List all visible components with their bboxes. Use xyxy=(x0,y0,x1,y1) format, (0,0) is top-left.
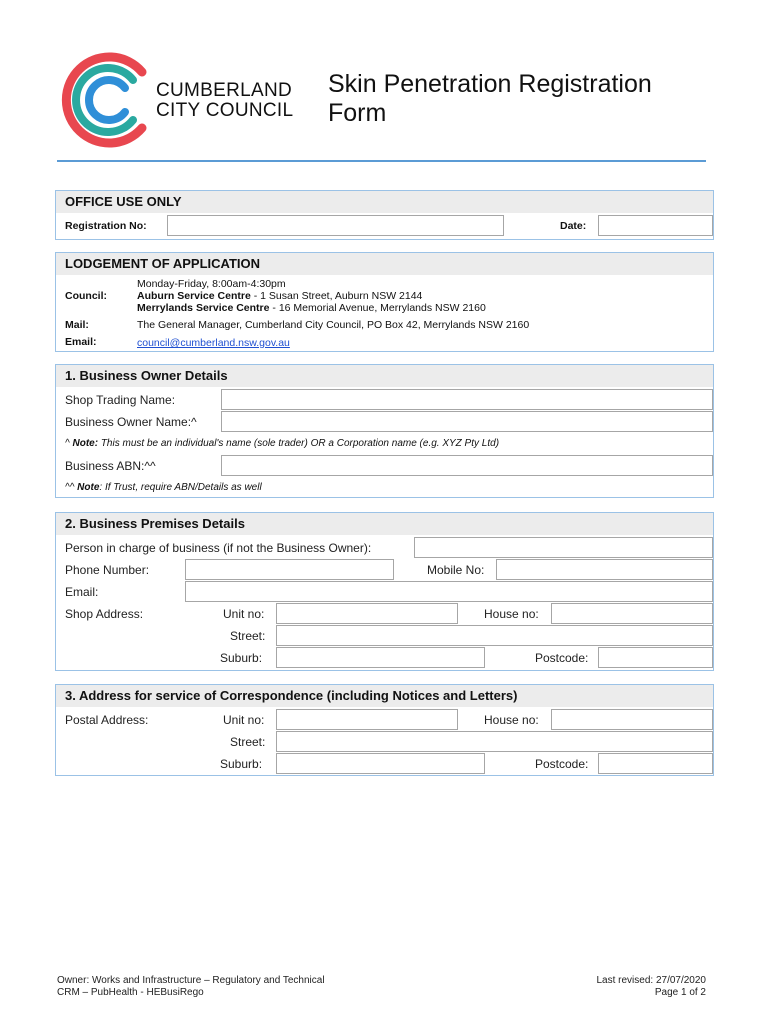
merrylands-centre xyxy=(137,302,486,314)
abn-note-bold: Note xyxy=(77,482,100,493)
unit-no-field[interactable] xyxy=(276,603,458,624)
postal-suburb-label: Suburb: xyxy=(220,757,263,771)
footer-crm: CRM – PubHealth - HEBusiRego xyxy=(57,987,204,998)
house-no-label: House no: xyxy=(484,607,539,621)
merrylands-centre-address: - 16 Memorial Avenue, Merrylands NSW 2160 xyxy=(269,302,486,314)
auburn-centre xyxy=(137,290,422,302)
postal-house-no-field[interactable] xyxy=(551,709,713,730)
office-use-title: OFFICE USE ONLY xyxy=(65,194,182,209)
person-in-charge-field[interactable] xyxy=(414,537,713,558)
postal-street-label: Street: xyxy=(230,735,266,749)
email-label: Email: xyxy=(65,336,97,348)
house-no-field[interactable] xyxy=(551,603,713,624)
abn-note-text: : If Trust, require ABN/Details as well xyxy=(99,482,262,493)
registration-no-label: Registration No: xyxy=(65,220,147,232)
phone-number-field[interactable] xyxy=(185,559,394,580)
postal-unit-no-label: Unit no: xyxy=(223,713,265,727)
title-line-2: Form xyxy=(328,99,387,127)
logo-wordmark xyxy=(156,81,293,121)
mobile-no-label: Mobile No: xyxy=(427,563,485,577)
mail-address: The General Manager, Cumberland City Council, PO Box 42, Merrylands NSW 2160 xyxy=(137,319,530,331)
postcode-label: Postcode: xyxy=(535,651,589,665)
business-owner-name-label: Business Owner Name:^ xyxy=(65,415,197,429)
office-hours: Monday-Friday, 8:00am-4:30pm xyxy=(137,278,286,290)
date-label: Date: xyxy=(560,220,587,232)
postcode-field[interactable] xyxy=(598,647,713,668)
abn-note xyxy=(65,482,262,493)
date-field[interactable] xyxy=(598,215,713,236)
footer-revised: Last revised: 27/07/2020 xyxy=(596,975,706,986)
council-email-link[interactable]: council@cumberland.nsw.gov.au xyxy=(137,337,290,349)
shop-trading-name-label: Shop Trading Name: xyxy=(65,393,176,407)
postal-address-label: Postal Address: xyxy=(65,713,149,727)
lodgement-title: LODGEMENT OF APPLICATION xyxy=(65,256,260,271)
office-use-header xyxy=(56,191,713,213)
street-field[interactable] xyxy=(276,625,713,646)
registration-no-field[interactable] xyxy=(167,215,504,236)
note-text: This must be an individual's name (sole trader) OR a Corporation name (e.g. XYZ Pty Ltd) xyxy=(98,438,500,449)
auburn-centre-name: Auburn Service Centre xyxy=(137,290,251,302)
footer-left xyxy=(57,975,325,999)
postal-house-no-label: House no: xyxy=(484,713,539,727)
note-marker: ^ xyxy=(65,438,73,449)
council-label: Council: xyxy=(65,290,107,302)
lodgement-header xyxy=(56,253,713,275)
correspondence-header xyxy=(56,685,713,707)
footer-owner: Owner: Works and Infrastructure – Regulatory and Technical xyxy=(57,975,325,986)
council-logo-icon xyxy=(58,50,158,150)
business-owner-section xyxy=(55,364,714,498)
shop-address-label: Shop Address: xyxy=(65,607,144,621)
logo-line-1: CUMBERLAND xyxy=(156,80,293,101)
title-line-1: Skin Penetration Registration xyxy=(328,70,652,98)
postal-postcode-field[interactable] xyxy=(598,753,713,774)
postal-suburb-field[interactable] xyxy=(276,753,485,774)
correspondence-title: 3. Address for service of Correspondence (including Notices and Letters) xyxy=(65,688,518,703)
mail-label: Mail: xyxy=(65,319,89,331)
lodgement-section xyxy=(55,252,714,352)
email-field[interactable] xyxy=(185,581,713,602)
postal-street-field[interactable] xyxy=(276,731,713,752)
auburn-centre-address: - 1 Susan Street, Auburn NSW 2144 xyxy=(250,290,423,302)
correspondence-section xyxy=(55,684,714,776)
email-label: Email: xyxy=(65,585,99,599)
owner-name-note xyxy=(65,438,499,449)
unit-no-label: Unit no: xyxy=(223,607,265,621)
page-title xyxy=(328,70,652,128)
business-abn-label: Business ABN:^^ xyxy=(65,459,156,473)
business-premises-header xyxy=(56,513,713,535)
logo-line-2: CITY COUNCIL xyxy=(156,100,294,121)
merrylands-centre-name: Merrylands Service Centre xyxy=(137,302,270,314)
abn-note-marker: ^^ xyxy=(65,482,78,493)
business-abn-field[interactable] xyxy=(221,455,713,476)
footer-page: Page 1 of 2 xyxy=(654,987,706,998)
suburb-label: Suburb: xyxy=(220,651,263,665)
business-premises-title: 2. Business Premises Details xyxy=(65,516,245,531)
postal-postcode-label: Postcode: xyxy=(535,757,589,771)
note-bold: Note: xyxy=(72,438,99,449)
person-in-charge-label: Person in charge of business (if not the Business Owner): xyxy=(65,541,372,555)
mobile-no-field[interactable] xyxy=(496,559,713,580)
shop-trading-name-field[interactable] xyxy=(221,389,713,410)
postal-unit-no-field[interactable] xyxy=(276,709,458,730)
office-use-section xyxy=(55,190,714,240)
business-owner-name-field[interactable] xyxy=(221,411,713,432)
business-owner-title: 1. Business Owner Details xyxy=(65,368,228,383)
business-owner-header xyxy=(56,365,713,387)
title-divider xyxy=(57,160,706,162)
footer-right xyxy=(596,975,706,999)
phone-number-label: Phone Number: xyxy=(65,563,150,577)
street-label: Street: xyxy=(230,629,266,643)
suburb-field[interactable] xyxy=(276,647,485,668)
business-premises-section xyxy=(55,512,714,671)
